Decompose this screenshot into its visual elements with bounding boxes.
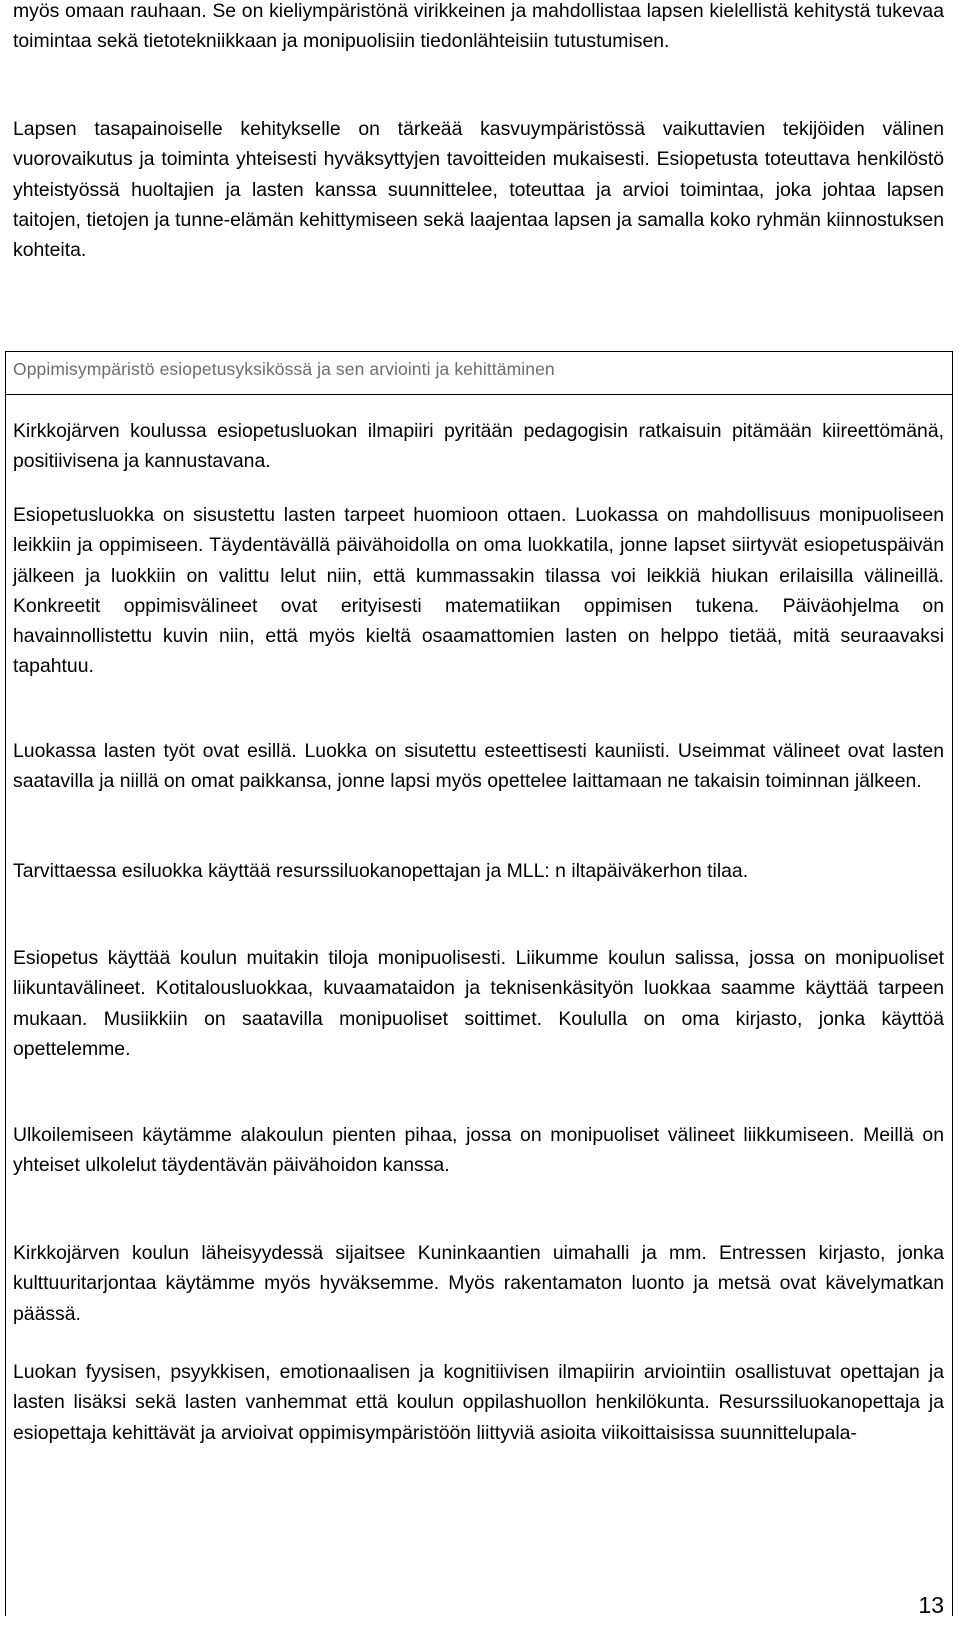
- section-paragraph: Kirkkojärven koulun läheisyydessä sijaitsee Kuninkaantien uimahalli ja mm. Entressen kirjasto, jonka kulttuuritarjontaa käytämme myös hyväksemme. Myös rakentamaton luonto ja metsä ovat kävelymatkan päässä.: [13, 1242, 944, 1325]
- heading-divider: [6, 394, 952, 395]
- intro-paragraph-1: myös omaan rauhaan. Se on kieliympäristönä virikkeinen ja mahdollistaa lapsen kielellistä kehitystä tukevaa toimintaa sekä tietotekniikkaan ja monipuolisiin tiedonlähteisiin tutustumisen.: [13, 0, 944, 53]
- section-paragraph: Esiopetus käyttää koulun muitakin tiloja monipuolisesti. Liikumme koulun salissa, jossa on monipuoliset liikuntavälineet. Kotitalousluokkaa, kuvaamataidon ja teknisenkäsityön luokkaa saamme käyttää tarpeen mukaan. Musiikkiin on saatavilla monipuoliset soittimet. Koululla on oma kirjasto, jonka käyttöä opettelemme.: [13, 947, 944, 1060]
- page-number: 13: [918, 1592, 944, 1618]
- section-paragraph: Kirkkojärven koulussa esiopetusluokan ilmapiiri pyritään pedagogisin ratkaisuin pitämään kiireettömänä, positiivisena ja kannustavana.: [13, 420, 944, 473]
- section-paragraph: Esiopetusluokka on sisustettu lasten tarpeet huomioon ottaen. Luokassa on mahdollisuus monipuoliseen leikkiin ja oppimiseen. Täydentävällä päivähoidolla on oma luokkatila, jonne lapset siirtyvät esiopetuspäivän jälkeen ja luokkiin on valittu lelut niin, että kummassakin tilassa voi leikkiä hiukan erilaisilla välineillä. Konkreetit oppimisvälineet ovat erityisesti matematiikan oppimisen tukena. Päiväohjelma on havainnollistettu kuvin niin, että myös kieltä osaamattomien lasten on helppo tietää, mitä seuraavaksi tapahtuu.: [13, 504, 944, 678]
- section-paragraph: Ulkoilemiseen käytämme alakoulun pienten pihaa, jossa on monipuoliset välineet liikkumiseen. Meillä on yhteiset ulkolelut täydentävän päivähoidon kanssa.: [13, 1124, 944, 1177]
- section-paragraph: Luokan fyysisen, psyykkisen, emotionaalisen ja kognitiivisen ilmapiirin arviointiin osallistuvat opettajan ja lasten lisäksi sekä lasten vanhemmat että koulun oppilashuollon henkilökunta. Resurssiluokanopettaja ja esiopettaja kehittävät ja arvioivat oppimisympäristöön liittyviä asioita viikoittaisissa suunnittelupala-: [13, 1361, 944, 1444]
- framed-section: [5, 351, 953, 1616]
- intro-paragraph-2: Lapsen tasapainoiselle kehitykselle on tärkeää kasvuympäristössä vaikuttavien tekijöiden välinen vuorovaikutus ja toiminta yhteisesti hyväksyttyjen tavoitteiden mukaisesti. Esiopetusta toteuttava henkilöstö yhteistyössä huoltajien ja lasten kanssa suunnittelee, toteuttaa ja arvioi toimintaa, joka johtaa lapsen taitojen, tietojen ja tunne-elämän kehittymiseen sekä laajentaa lapsen ja samalla koko ryhmän kiinnostuksen kohteita.: [13, 118, 944, 262]
- section-paragraph: Tarvittaessa esiluokka käyttää resurssiluokanopettajan ja MLL: n iltapäiväkerhon tilaa.: [13, 860, 749, 882]
- section-heading: Oppimisympäristö esiopetusyksikössä ja sen arviointi ja kehittäminen: [13, 359, 555, 379]
- section-paragraph: Luokassa lasten työt ovat esillä. Luokka on sisutettu esteettisesti kauniisti. Useimmat välineet ovat lasten saatavilla ja niillä on omat paikkansa, jonne lapsi myös opettelee laittamaan ne takaisin toiminnan jälkeen.: [13, 740, 944, 793]
